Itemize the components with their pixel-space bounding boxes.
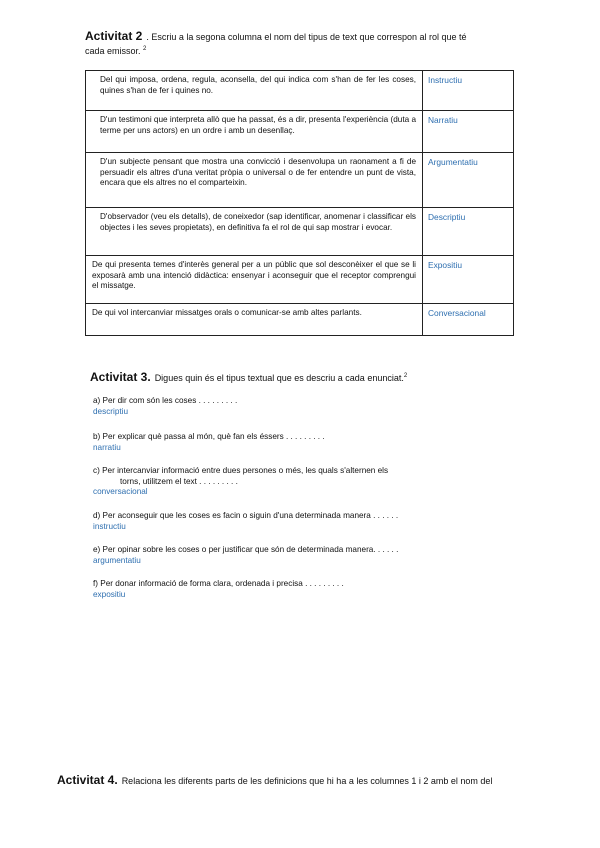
table-row (86, 304, 514, 336)
question-text-continued: torns, utilitzem el text . . . . . . . . . (120, 476, 238, 486)
role-description: D'un subjecte pensant que mostra una convicció i desenvolupa un raonament a fi de persuadir els altres d'una veritat pròpia o universal o de fer entendre un punt de vista, encara que els altres no el comparteixin. (86, 153, 423, 208)
table-row (86, 208, 514, 256)
question-answer[interactable]: instructiu (93, 521, 126, 531)
question-text: f) Per donar informació de forma clara, ordenada i precisa . . . . . . . . . (93, 579, 344, 588)
question-text: b) Per explicar què passa al món, què fan els éssers . . . . . . . . . (93, 432, 325, 441)
role-description: Del qui imposa, ordena, regula, aconsella, del qui indica com s'han de fer les coses, quines s'han de fer i quines no. (86, 71, 423, 111)
list-item (93, 511, 493, 532)
question-text: d) Per aconseguir que les coses es facin o siguin d'una determinada manera . . . . . . (93, 511, 399, 520)
role-description: De qui presenta temes d'interès general per a un públic que sol desconèixer el que se li exposarà amb una intenció didàctica: ensenyar i aconseguir que el receptor comprengui el missatge. (86, 256, 423, 304)
activitat-4-title: Activitat 4. (57, 773, 118, 787)
activitat-4-instruction: Relaciona les diferents parts de les definicions que hi ha a les columnes 1 i 2 amb el nom del (121, 776, 493, 786)
activitat-2-instruction: . Escriu a la segona columna el nom del tipus de text que correspon al rol que té cada emissor. (85, 32, 467, 56)
text-type-answer[interactable]: Descriptiu (423, 208, 514, 256)
text-type-answer[interactable]: Expositiu (423, 256, 514, 304)
activitat-2-title: Activitat 2 (85, 29, 143, 43)
role-description: D'observador (veu els detalls), de coneixedor (sap identificar, anomenar i classificar els objectes i les seves propietats), en definitiva fa el rol de qui sap mostrar i evocar. (86, 208, 423, 256)
activitat-3-instruction: Digues quin és el tipus textual que es descriu a cada enunciat. (154, 373, 404, 383)
text-type-answer[interactable]: Narratiu (423, 111, 514, 153)
activitat-4-heading (57, 774, 577, 787)
table-row (86, 111, 514, 153)
table-row (86, 153, 514, 208)
text-type-answer[interactable]: Instructiu (423, 71, 514, 111)
list-item (93, 432, 493, 453)
activitat-3-heading (90, 370, 510, 384)
question-answer[interactable]: argumentatiu (93, 555, 141, 565)
activitat-2-heading (85, 30, 485, 57)
role-description: D'un testimoni que interpreta allò que ha passat, és a dir, presenta l'experiència (duta a terme per uns actors) en un ordre i amb un desenllaç. (86, 111, 423, 153)
table-row (86, 256, 514, 304)
list-item (93, 396, 493, 417)
activitat-3-title: Activitat 3. (90, 370, 151, 384)
question-text: e) Per opinar sobre les coses o per justificar que són de determinada manera. . . . . . (93, 545, 399, 554)
question-text: c) Per intercanviar informació entre dues persones o més, les quals s'alternen els (93, 466, 389, 475)
question-answer[interactable]: conversacional (93, 487, 148, 496)
footnote-ref: 2 (403, 373, 408, 379)
question-answer[interactable]: expositiu (93, 589, 126, 599)
text-type-answer[interactable]: Conversacional (423, 304, 514, 336)
footnote-ref: 2 (143, 46, 147, 52)
list-item (93, 466, 493, 498)
list-item (93, 579, 493, 600)
roles-table (85, 70, 514, 336)
question-text: a) Per dir com són les coses . . . . . . . . . (93, 396, 238, 405)
list-item (93, 545, 493, 566)
table-row (86, 71, 514, 111)
text-type-answer[interactable]: Argumentatiu (423, 153, 514, 208)
question-answer[interactable]: descriptiu (93, 406, 129, 416)
role-description: De qui vol intercanviar missatges orals o comunicar-se amb altes parlants. (86, 304, 423, 336)
question-answer[interactable]: narratiu (93, 442, 121, 452)
